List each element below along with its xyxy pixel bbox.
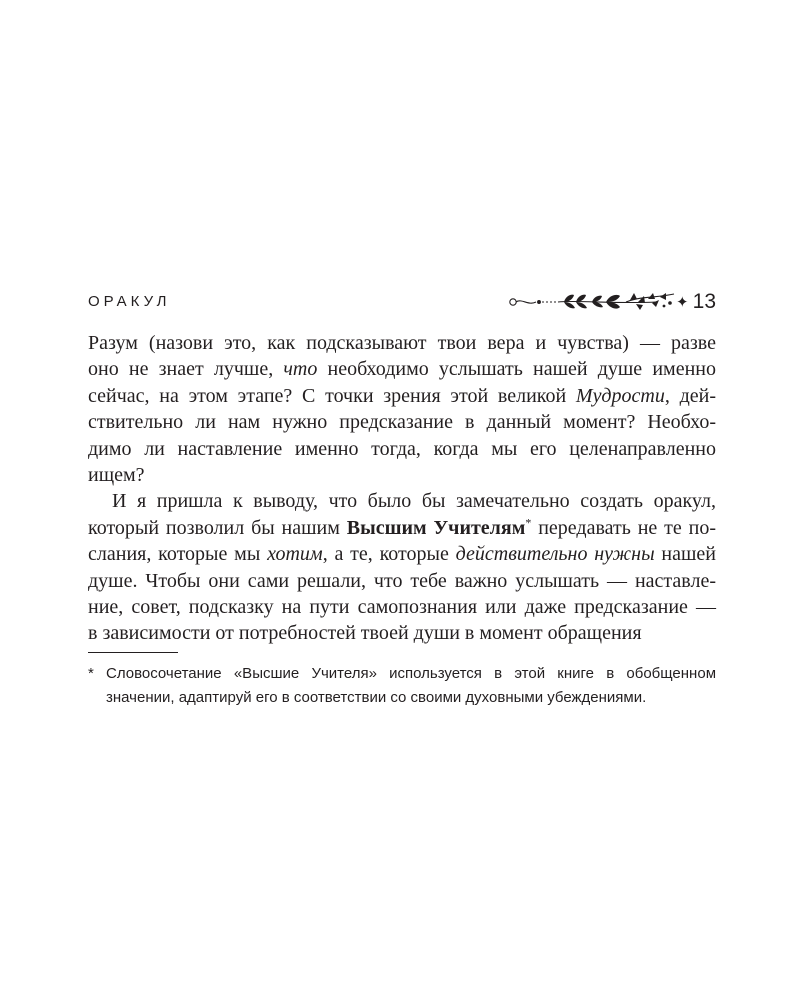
text-line: ние, совет, подсказку на пути самопознания или даже предсказание — [88, 596, 716, 619]
footnote-rule [88, 652, 178, 653]
four-point-star-icon: ✦ [676, 293, 689, 311]
text-line: слания, которые мы хотим, а те, которые действительно нужны нашей [88, 543, 716, 566]
text-line: ищем? [88, 464, 145, 487]
footnote-text: Словосочетание «Высшие Учителя» используется в этой книге в обобщенном значении, адаптируй его в соответствии со своими духовными убеждениями. [106, 665, 716, 706]
vine-leaves-ornament-icon [506, 290, 676, 314]
text-line: душе. Чтобы они сами решали, что тебе важно услышать — наставле- [88, 569, 716, 592]
text-line: димо ли наставление именно тогда, когда мы его целенаправленно [88, 437, 716, 460]
page-number: 13 [692, 290, 716, 313]
text-line: оно не знает лучше, что необходимо услышать нашей душе именно [88, 358, 716, 381]
text-line: в зависимости от потребностей твоей души в момент обращения [88, 622, 642, 645]
text-line: сейчас, на этом этапе? С точки зрения этой великой Мудрости, дей- [88, 384, 716, 407]
body-text [88, 330, 716, 647]
text-line: ствительно ли нам нужно предсказание в данный момент? Необхо- [88, 411, 716, 434]
footnote-mark: * [88, 665, 94, 682]
text-line: который позволил бы нашим Высшим Учителям* передавать не те по- [88, 515, 716, 539]
running-head [88, 290, 716, 316]
section-title: ОРАКУЛ [88, 293, 171, 310]
text-line: И я пришла к выводу, что было бы замечательно создать оракул, [112, 490, 716, 513]
footnote [88, 662, 716, 710]
text-line: Разум (назови это, как подсказывают твои вера и чувства) — разве [88, 332, 716, 354]
